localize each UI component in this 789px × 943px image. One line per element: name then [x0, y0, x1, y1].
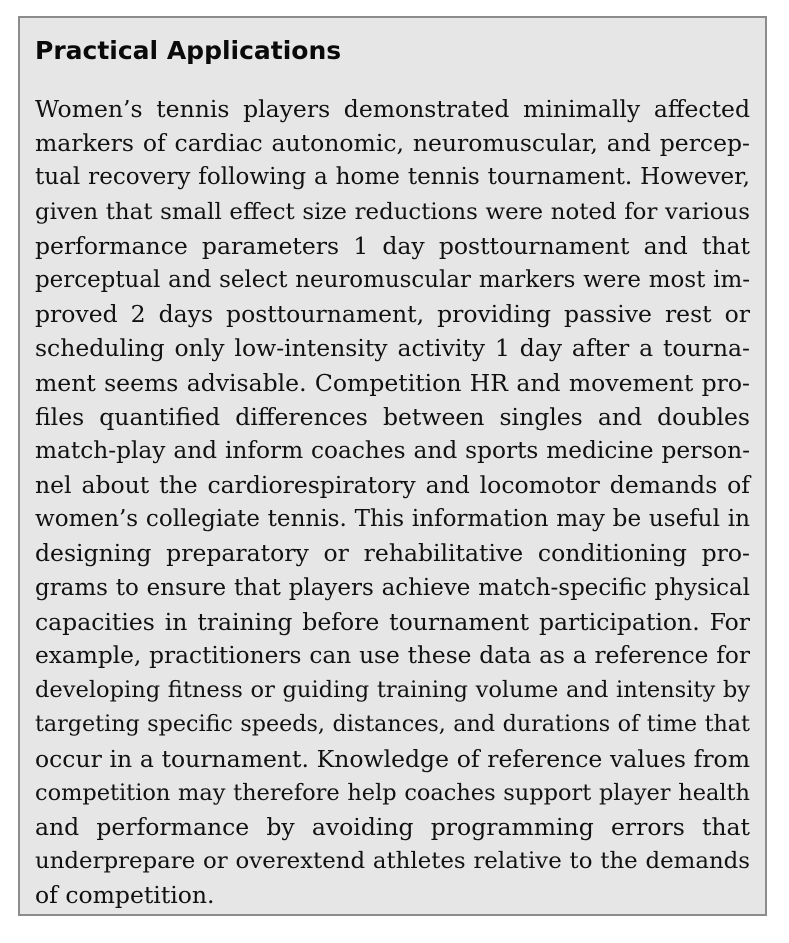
box-body-text	[35, 92, 750, 913]
text-line: example, practitioners can use these data as a reference for	[35, 642, 750, 669]
text-line: women’s collegiate tennis. This information may be useful in	[35, 506, 750, 533]
text-line: files quantified differences between singles and doubles	[35, 402, 750, 431]
box-title: Practical Applications	[35, 36, 342, 65]
text-line: ment seems advisable. Competition HR and movement pro-	[35, 368, 750, 397]
text-line: given that small effect size reductions were noted for various	[35, 198, 750, 225]
text-line: Women’s tennis players demonstrated minimally affected	[35, 95, 750, 123]
text-line: nel about the cardiorespiratory and locomotor demands of	[35, 471, 750, 500]
text-line: perceptual and select neuromuscular markers were most im-	[35, 266, 750, 293]
text-line: markers of cardiac autonomic, neuromuscular, and percep-	[35, 129, 750, 158]
text-line: capacities in training before tournament participation. For	[35, 607, 750, 636]
text-line: occur in a tournament. Knowledge of reference values from	[35, 744, 750, 773]
text-line: performance parameters 1 day posttournament and that	[35, 231, 750, 260]
text-line: proved 2 days posttournament, providing passive rest or	[35, 300, 750, 329]
text-line: competition may therefore help coaches support player health	[35, 779, 750, 806]
text-line: of competition.	[35, 881, 215, 910]
text-line: underprepare or overextend athletes relative to the demands	[35, 848, 750, 875]
text-line: match-play and inform coaches and sports medicine person-	[35, 436, 750, 464]
text-line: and performance by avoiding programming errors that	[35, 812, 750, 841]
practical-applications-box	[18, 16, 767, 916]
text-line: designing preparatory or rehabilitative conditioning pro-	[35, 539, 750, 568]
text-line: grams to ensure that players achieve match-specific physical	[35, 574, 750, 601]
text-line: scheduling only low-intensity activity 1 day after a tourna-	[35, 334, 750, 363]
text-line: tual recovery following a home tennis tournament. However,	[35, 164, 750, 191]
text-line: targeting specific speeds, distances, and durations of time that	[35, 711, 750, 738]
text-line: developing fitness or guiding training volume and intensity by	[35, 677, 750, 704]
